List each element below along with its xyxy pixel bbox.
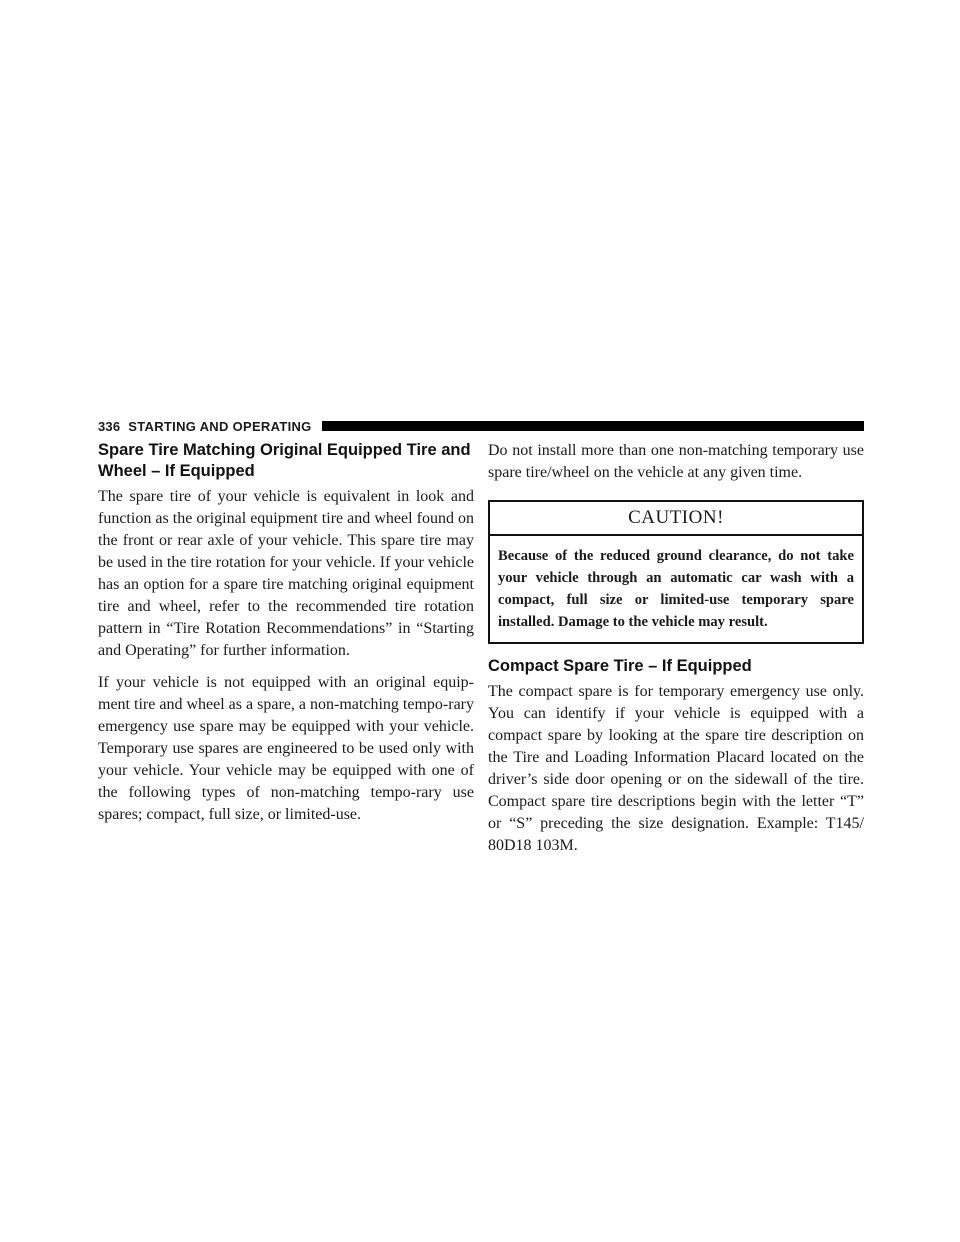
caution-box [488,500,864,644]
caution-title: CAUTION! [490,502,862,536]
right-column [488,440,864,867]
left-column [98,440,474,836]
page-header [98,418,864,434]
section-title: STARTING AND OPERATING [128,418,312,434]
page-number: 336 [98,418,121,434]
compact-spare-heading: Compact Spare Tire – If Equipped [488,657,752,675]
non-matching-spare-paragraph: If your vehicle is not equipped with an original equip-ment tire and wheel as a spare, a non-matching tempo-rary emergency use spare may be equipped with your vehicle. Temporary use spares are engineered to be used only with your vehicle. Your vehicle may be equipped with one of the following types of non-matching tempo-rary use spares; compact, full size, or limited-use. [98,674,474,823]
header-rule [322,421,864,431]
caution-body: Because of the reduced ground clearance, do not take your vehicle through an automatic car wash with a compact, full size or limited-use temporary spare installed. Damage to the vehicle may result. [498,548,854,630]
install-warning-paragraph: Do not install more than one non-matching temporary use spare tire/wheel on the vehicle at any given time. [488,442,864,481]
spare-tire-matching-paragraph: The spare tire of your vehicle is equivalent in look and function as the original equipment tire and wheel found on the front or rear axle of your vehicle. This spare tire may be used in the tire rotation for your vehicle. If your vehicle has an option for a spare tire matching original equipment tire and wheel, refer to the recommended tire rotation pattern in “Tire Rotation Recommendations” in “Starting and Operating” for further information. [98,488,474,659]
spare-tire-matching-heading: Spare Tire Matching Original Equipped Tire and Wheel – If Equipped [98,441,471,480]
compact-spare-paragraph: The compact spare is for temporary emergency use only. You can identify if your vehicle is equipped with a compact spare by looking at the spare tire description on the Tire and Loading Information Placard located on the driver’s side door opening or on the sidewall of the tire. Compact spare tire descriptions begin with the letter “T” or “S” preceding the size designation. Example: T145/ 80D18 103M. [488,683,864,854]
